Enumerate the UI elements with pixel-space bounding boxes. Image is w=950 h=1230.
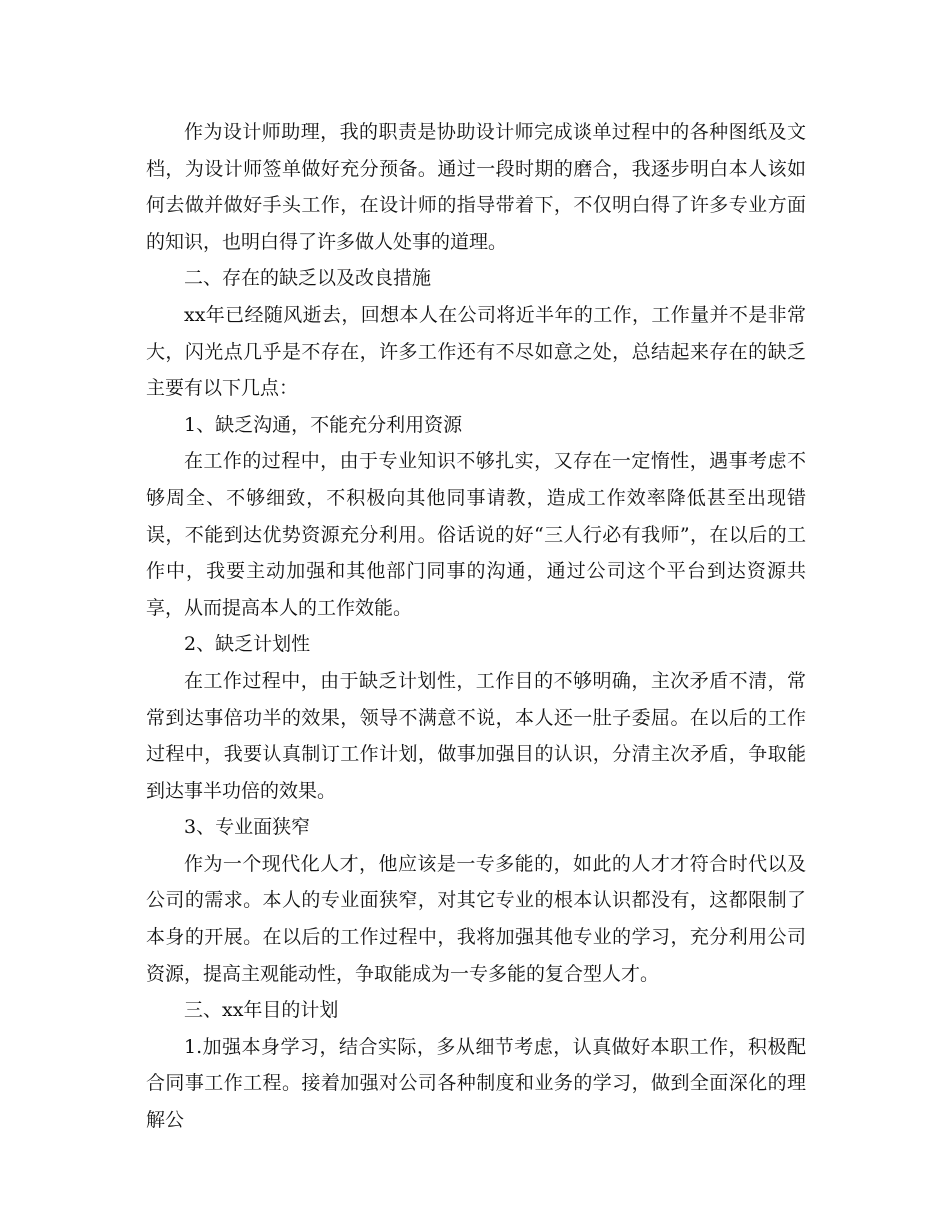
- heading-shortcomings: 二、存在的缺乏以及改良措施: [184, 267, 432, 290]
- paragraph-communication: 在工作的过程中，由于专业知识不够扎实，又存在一定惰性，遇事考虑不够周全、不够细致，不积极向其他同事请教，造成工作效率降低甚至出现错误，不能到达优势资源充分利用。俗话说的好“三人行必有我师”，在以后的工作中，我要主动加强和其他部门同事的沟通，通过公司这个平台到达资源共享，从而提高本人的工作效能。: [146, 450, 806, 619]
- subheading-specialty: 3、专业面狭窄: [184, 816, 311, 839]
- document-body: [146, 114, 806, 1139]
- paragraph-year-review: xx年已经随风逝去，回想本人在公司将近半年的工作，工作量并不是非常大，闪光点几乎是不存在，许多工作还有不尽如意之处，总结起来存在的缺乏主要有以下几点：: [146, 303, 806, 400]
- heading-year-plan: 三、xx年目的计划: [184, 999, 339, 1022]
- paragraph-planning: 在工作过程中，由于缺乏计划性，工作目的不够明确，主次矛盾不清，常常到达事倍功半的效果，领导不满意不说，本人还一肚子委屈。在以后的工作过程中，我要认真制订工作计划，做事加强目的认识，分清主次矛盾，争取能到达事半功倍的效果。: [146, 669, 806, 802]
- subheading-communication: 1、缺乏沟通，不能充分利用资源: [184, 413, 463, 436]
- paragraph-role-duties: 作为设计师助理，我的职责是协助设计师完成谈单过程中的各种图纸及文档，为设计师签单做好充分预备。通过一段时期的磨合，我逐步明白本人该如何去做并做好手头工作，在设计师的指导带着下，不仅明白得了许多专业方面的知识，也明白得了许多做人处事的道理。: [146, 121, 806, 253]
- paragraph-plan-item-1: 1.加强本身学习，结合实际，多从细节考虑，认真做好本职工作，积极配合同事工作工程。接着加强对公司各种制度和业务的学习，做到全面深化的理解公: [146, 1035, 806, 1132]
- subheading-planning: 2、缺乏计划性: [184, 633, 311, 656]
- paragraph-specialty: 作为一个现代化人才，他应该是一专多能的，如此的人才才符合时代以及公司的需求。本人的专业面狭窄，对其它专业的根本认识都没有，这都限制了本身的开展。在以后的工作过程中，我将加强其他专业的学习，充分利用公司资源，提高主观能动性，争取能成为一专多能的复合型人才。: [146, 852, 806, 985]
